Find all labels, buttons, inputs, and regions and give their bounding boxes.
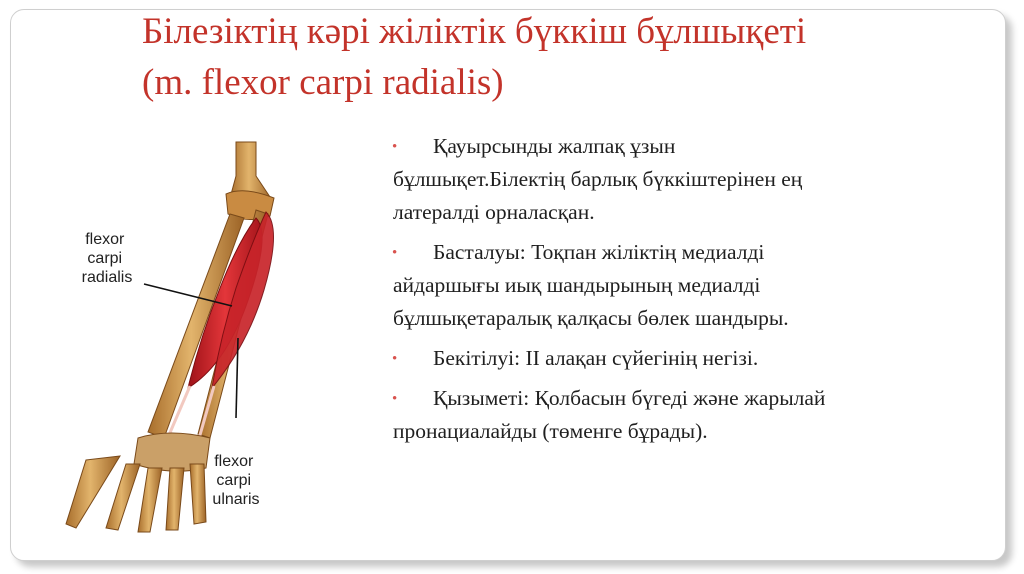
forearm-illustration — [60, 138, 380, 538]
slide-title-line-1: Білезіктің кәрі жіліктік бүккіш бұлшықеті — [142, 11, 807, 52]
label-ulnaris — [212, 453, 259, 508]
bullet-list — [393, 130, 998, 455]
bullet-1-line-1: Қауырсынды жалпақ ұзын — [433, 134, 676, 158]
bullet-2-line-1: Басталуы: Тоқпан жіліктің медиалді — [433, 240, 765, 264]
label-ulnaris-line-1: flexor — [214, 453, 254, 470]
bullet-item — [393, 130, 998, 229]
bullet-4-line-2: пронациалайды (төменге бұрады). — [393, 419, 708, 443]
bullet-item — [393, 342, 998, 375]
bullet-marker: • — [392, 351, 398, 367]
bullet-marker: • — [392, 245, 398, 261]
slide-title — [142, 6, 1002, 108]
label-radialis-line-1: flexor — [85, 231, 125, 248]
bullet-item — [393, 382, 998, 448]
finger-5 — [190, 464, 206, 524]
bullet-2-line-2: айдаршығы иық шандырының медиалді — [393, 273, 761, 297]
label-ulnaris-line-3: ulnaris — [212, 491, 260, 508]
bullet-1-line-3: латералді орналасқан. — [393, 200, 595, 224]
bullet-marker: • — [392, 139, 398, 155]
finger-3 — [138, 468, 162, 532]
label-radialis-line-2: carpi — [87, 250, 123, 267]
slide-title-line-2: (m. flexor carpi radialis) — [142, 62, 504, 103]
bullet-3-line-1: Бекітілуі: ІІ алақан сүйегінің негізі. — [433, 346, 759, 370]
finger-2 — [106, 464, 140, 530]
bullet-2-line-3: бұлшықетаралық қалқасы бөлек шандыры. — [393, 306, 789, 330]
bullet-4-line-1: Қызыметі: Қолбасын бүгеді және жарылай — [433, 386, 826, 410]
label-ulnaris-line-2: carpi — [216, 472, 252, 489]
bullet-1-line-2: бұлшықет.Білектің барлық бүккіштерінен ең — [393, 167, 803, 191]
bullet-item — [393, 236, 998, 335]
label-radialis-line-3: radialis — [81, 269, 133, 286]
label-radialis — [82, 231, 133, 286]
finger-4 — [166, 468, 184, 530]
bullet-marker: • — [392, 391, 398, 407]
